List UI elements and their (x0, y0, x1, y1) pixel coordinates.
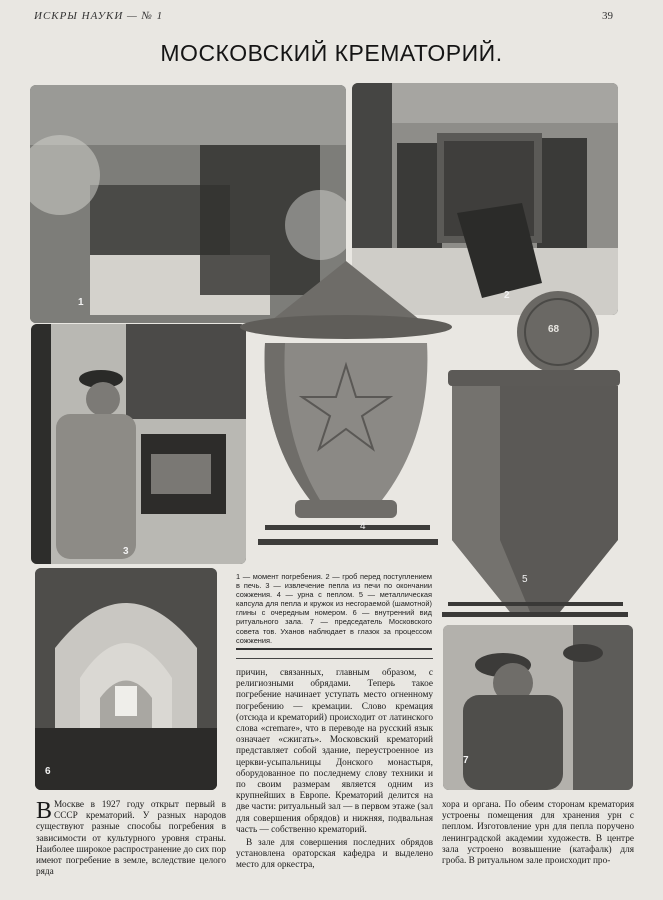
caption-divider (236, 648, 432, 650)
figure-capsule-and-tag (440, 290, 630, 620)
figure-number-4: 4 (360, 521, 366, 532)
worker-at-furnace-illustration (31, 324, 246, 564)
figure-urn (240, 255, 452, 555)
body-column-2 (236, 668, 433, 872)
body-column-2-paragraph-2: В зале для совершения последних обрядов установлена ораторская кафедра и выделено место для оркестра, (236, 838, 433, 871)
photo-ritual-hall (35, 568, 217, 790)
article-title: МОСКОВСКИЙ КРЕМАТОРИЙ. (160, 40, 503, 66)
ritual-hall-illustration (35, 568, 217, 790)
divider-line-left (236, 658, 433, 659)
capsule-illustration (440, 290, 630, 620)
page-number: 39 (602, 10, 613, 22)
capsule-tag-number: 68 (548, 324, 560, 335)
body-column-1-text: Москве в 1927 году открыт первый в СССР крематорий. У разных народов существуют разные способы погребения в зависимости от культурного уровня страны. Наиболее широкое распространение до сих пор имеют погребение в земле, вследствие целого ряда (36, 800, 226, 878)
figure-number-1: 1 (78, 297, 84, 308)
body-column-2-paragraph-1: причин, связанных, главным образом, с религиозными обрядами. Теперь такое погребение начинает уступать место огненному погребению — кремации. Слово кремация (отсюда и крематорий) происходит от латинского слова «cremare», что в переводе на русский язык означает «сжигать». Московский крематорий представляет собой здание, переустроенное из церкви-усыпальницы Донского монастыря, оборудованное по последнему слову техники и по своим размерам является одним из крупнейших в Европе. Крематорий делится на две части: ритуальный зал — в первом этаже (зал для совершения обрядов) и нижняя, подвальная часть — собственно крематорий. (236, 668, 433, 835)
body-column-1 (36, 800, 226, 878)
running-head: ИСКРЫ НАУКИ — № 1 (34, 10, 164, 22)
drop-cap: В (36, 798, 53, 824)
figure-number-7: 7 (463, 755, 469, 766)
chairman-illustration (443, 625, 633, 790)
photo-ash-extraction (31, 324, 246, 564)
figure-number-5: 5 (522, 574, 528, 585)
body-column-3: хора и органа. По обеим сторонам крематория устроены помещения для хранения урн с пеплом. Изготовление урн для пепла поручено ленинградской академии художеств. В центре зала устроено возвышение (катафалк) для гроба. В ритуальном зале происходит про- (442, 800, 634, 867)
figure-number-6: 6 (45, 766, 51, 777)
figure-number-3: 3 (123, 546, 129, 557)
urn-illustration (240, 255, 452, 555)
photo-chairman-observing (443, 625, 633, 790)
figure-caption: 1 — момент погребения. 2 — гроб перед поступлением в печь. 3 — извлечение пепла из печи по окончании сожжения. 4 — урна с пеплом. 5 — металлическая капсула для пепла и кружок из несгораемой (шамотной) глины с очередным номером. 6 — внутренний вид ритуального зала. 7 — председатель Московского совета тов. Уханов наблюдает в глазок за процессом сожжения. (236, 572, 432, 645)
figure-number-2: 2 (504, 290, 510, 301)
